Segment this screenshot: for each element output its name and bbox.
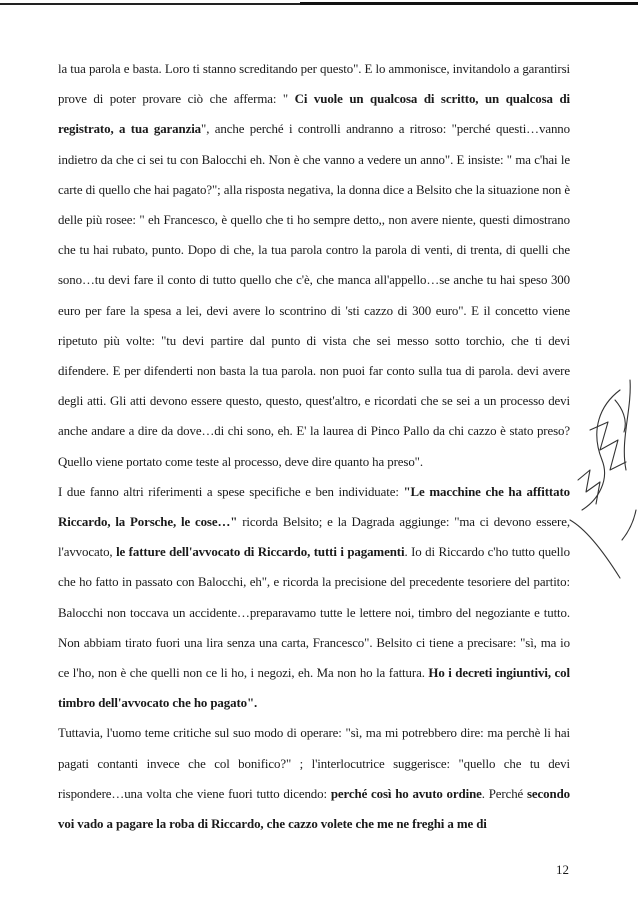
text-run: . Perché bbox=[481, 786, 527, 801]
text-run: Tuttavia, l'uomo teme critiche sul suo modo di operare: "sì, ma mi potrebbero dire: ma perchè li hai pagati contanti invece che col bonifico?" ; l'interlocutrice suggerisce: "quello che tu devi rispondere…una volta che viene fuori tutto dicendo: bbox=[58, 726, 570, 801]
bold-quote: Ci vuole un qualcosa di scritto, un qualcosa di registrato, a tua garanzia bbox=[58, 92, 570, 137]
page-number: 12 bbox=[556, 862, 569, 877]
paragraph bbox=[58, 54, 570, 477]
bold-quote: "Le macchine che ha affittato Riccardo, la Porsche, le cose…" bbox=[58, 484, 570, 530]
paragraph bbox=[58, 477, 570, 719]
text-run: ", anche perché i controlli andranno a ritroso: "perché questi…vanno indietro da che ci sei tu con Balocchi eh. Non è che vanno a vedere un anno". E insiste: " ma c'hai le carte di quello che hai pagato?"; alla risposta negativa, la donna dice a Belsito che la situazione non è delle più rosee: " eh Francesco, è quello che ti ho sempre detto,, non avere niente, questi dimostrano che tu hai rubato, punto. Dopo di che, la tua parola contro la parola di venti, di trenta, di quelli che sono…tu devi fare il conto di tutto quello che c'è, che manca all'appello…se anche tu hai speso 300 euro per fare la spesa a lei, devi avere lo scontrino di 'sti cazzo di 300 euro". E il concetto viene ripetuto più volte: "tu devi partire dal punto di vista che sei messo sotto torchio, che ti devi difendere. E per difenderti non basta la tua parola. non puoi far conto sulla tua di parola. devi avere degli atti. Gli atti devono essere questo, questo, quest'altro, e ricordati che se sei a un processo devi anche andare a dire da dove…di chi sono, eh. E' la laurea di Pinco Pallo da chi cazzo è stato preso? Quello viene portato come teste al processo, deve dire quanto ha preso". bbox=[58, 122, 570, 469]
bold-quote: secondo voi vado a pagare la roba di Riccardo, che cazzo volete che me ne freghi a me di bbox=[58, 786, 570, 832]
paragraph bbox=[58, 718, 570, 839]
text-run: la tua parola e basta. Loro ti stanno screditando per questo". E lo ammonisce, invitandolo a garantirsi prove di poter provare ciò che afferma: " bbox=[58, 62, 570, 107]
bold-quote: perché così ho avuto ordine bbox=[330, 786, 482, 801]
top-rule-thick bbox=[300, 2, 638, 5]
text-run: I due fanno altri riferimenti a spese specifiche e ben individuate: bbox=[58, 484, 404, 499]
handwritten-signature bbox=[560, 370, 638, 600]
bold-quote: le fatture dell'avvocato di Riccardo, tutti i pagamenti bbox=[116, 545, 405, 560]
document-body bbox=[58, 54, 570, 839]
bold-quote: Ho i decreti ingiuntivi, col timbro dell'avvocato che ho pagato". bbox=[58, 666, 571, 711]
text-run: . Io di Riccardo c'ho tutto quello che ho fatto in passato con Balocchi, eh", e ricorda la precisione del precedente tesoriere del partito: Balocchi non toccava un accidente…preparavamo tutte le lettere noi, timbro del negoziante e tutto. Non abbiam tirato fuori una lira senza una carta, Francesco". Belsito ci tiene a precisare: "sì, ma io ce l'ho, non è che quelli non ce li ho, i negozi, eh. Ma non ho la fattura. bbox=[58, 545, 570, 681]
text-run: ricorda Belsito; e la Dagrada aggiunge: "ma ci devono essere, l'avvocato, bbox=[58, 515, 570, 560]
